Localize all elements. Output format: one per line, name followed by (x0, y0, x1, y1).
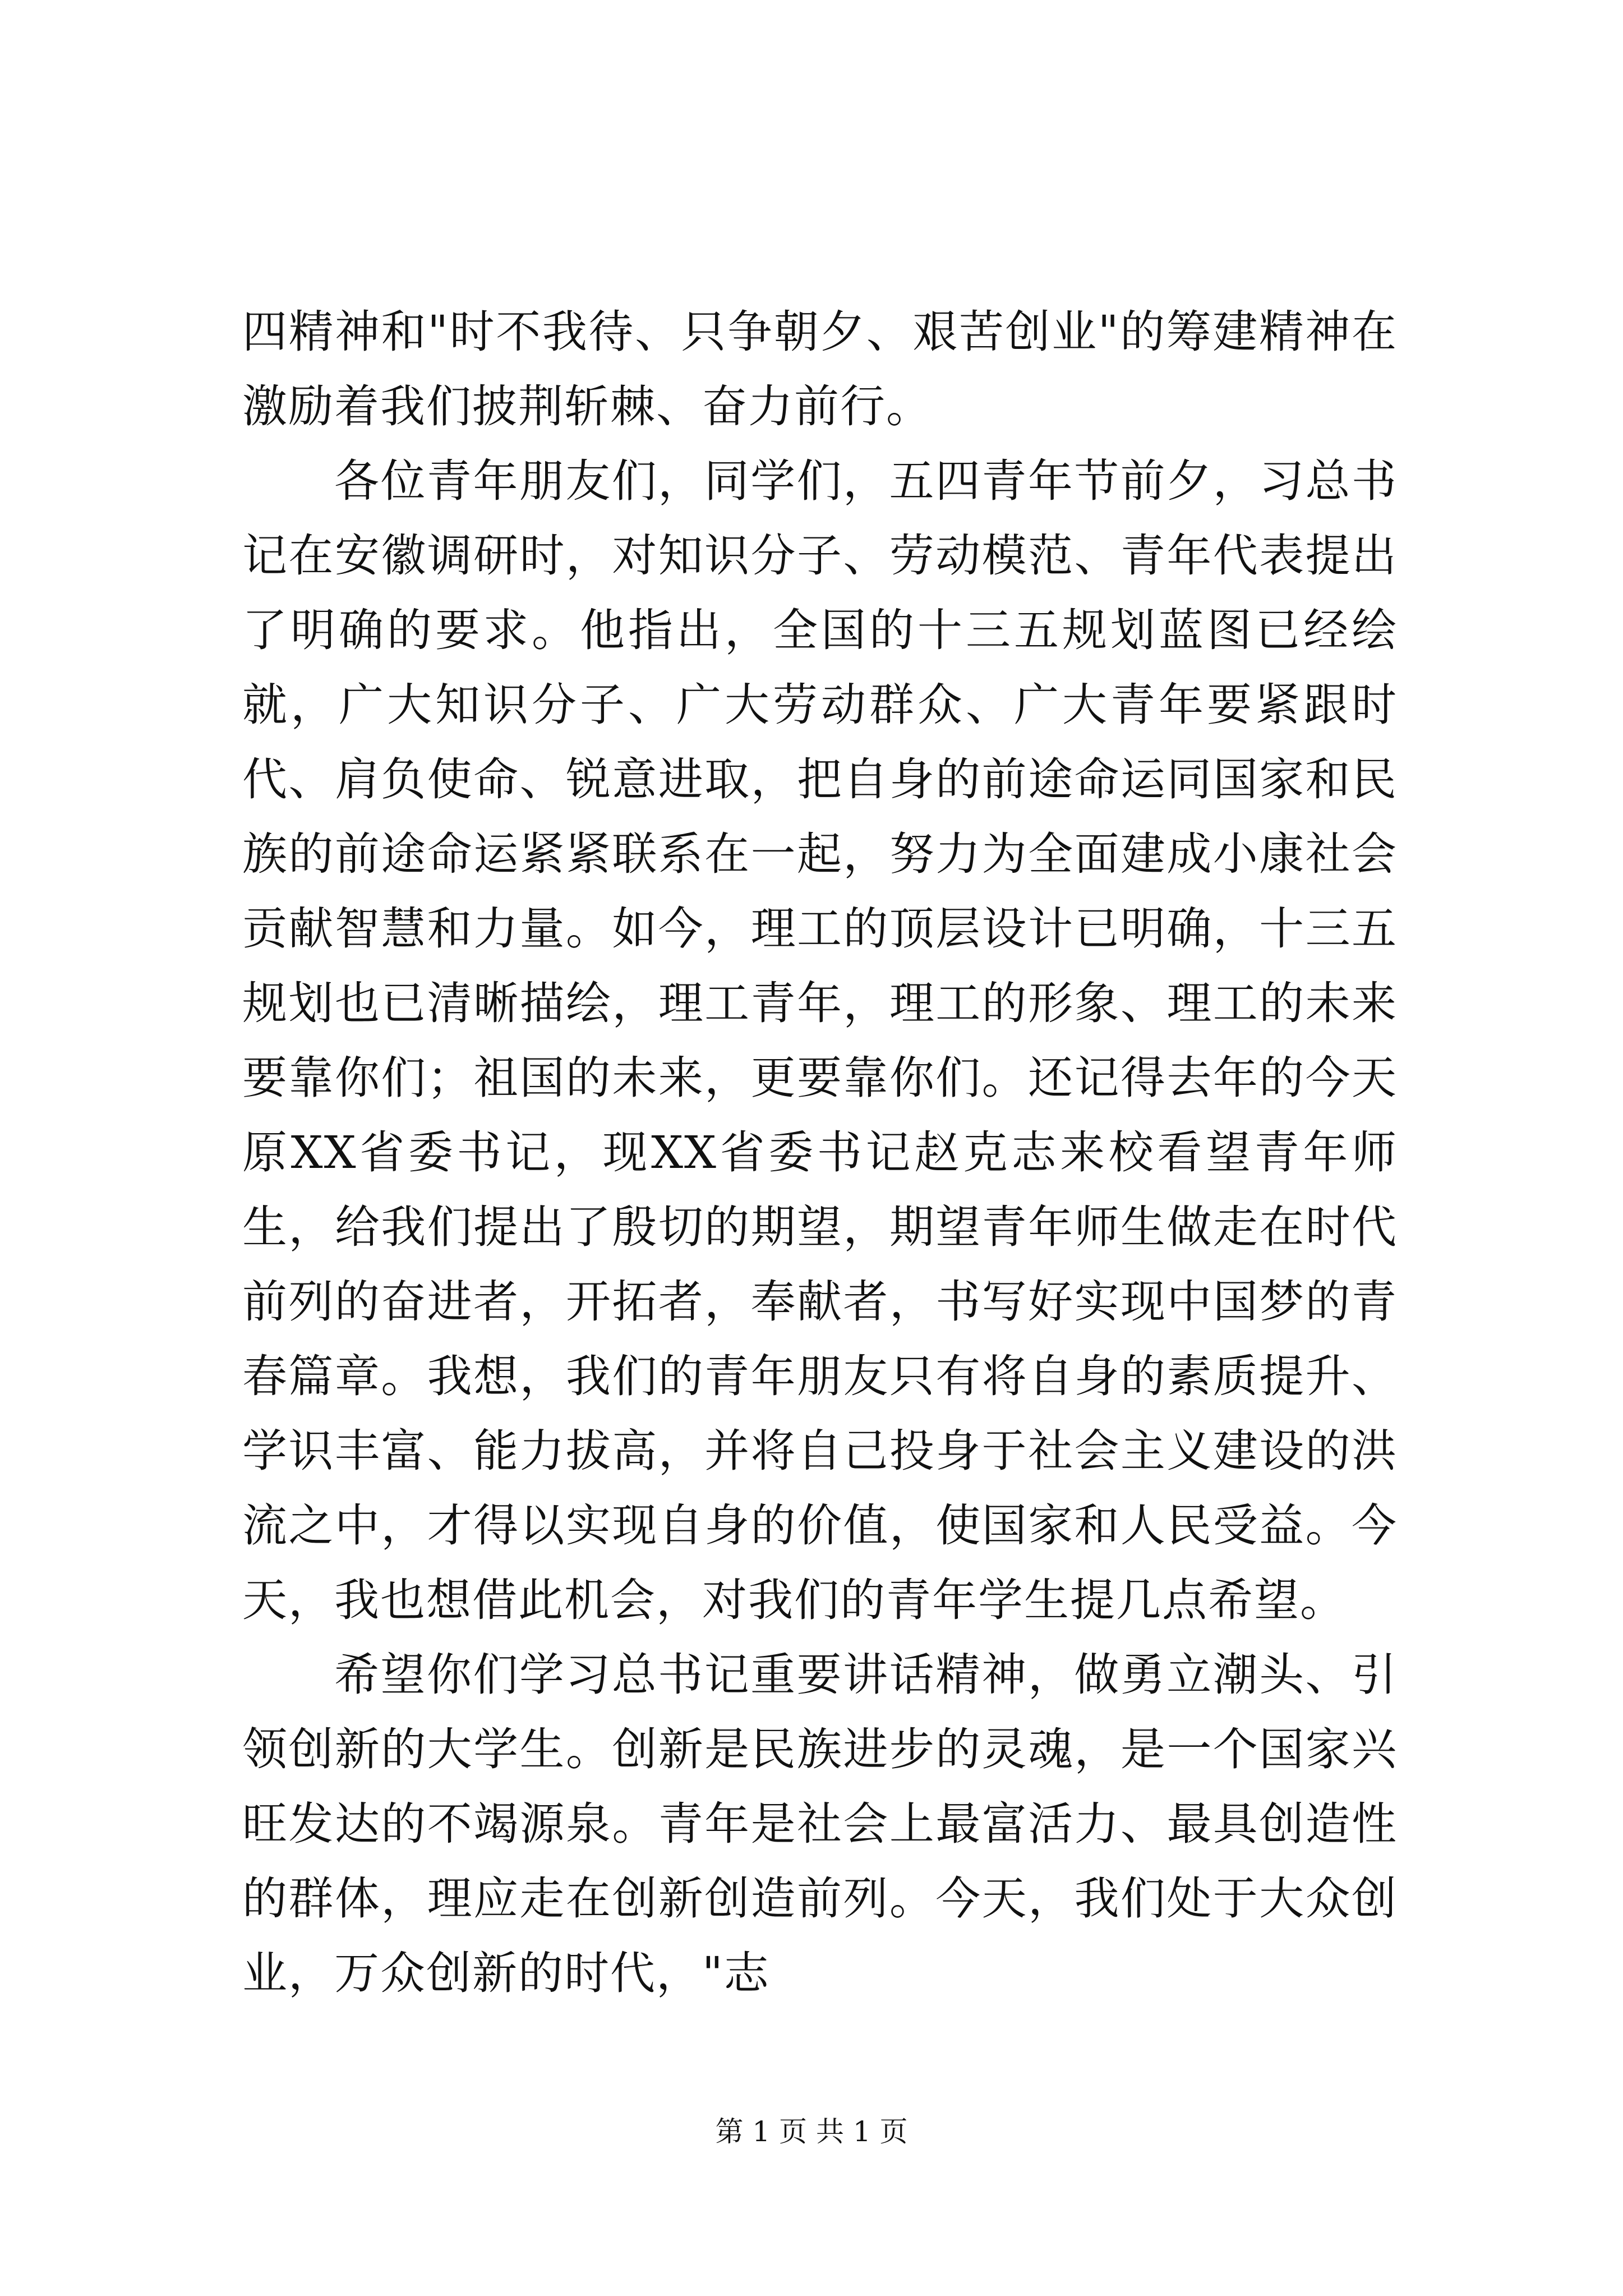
paragraph-2: 各位青年朋友们，同学们，五四青年节前夕，习总书记在安徽调研时，对知识分子、劳动模范、青年代表提出了明确的要求。他指出，全国的十三五规划蓝图已经绘就，广大知识分子、广大劳动群众、广大青年要紧跟时代、肩负使命、锐意进取，把自身的前途命运同国家和民族的前途命运紧紧联系在一起，努力为全面建成小康社会贡献智慧和力量。如今，理工的顶层设计已明确，十三五规划也已清晰描绘，理工青年，理工的形象、理工的未来要靠你们；祖国的未来，更要靠你们。还记得去年的今天原XX省委书记，现XX省委书记赵克志来校看望青年师生，给我们提出了殷切的期望，期望青年师生做走在时代前列的奋进者，开拓者，奉献者，书写好实现中国梦的青春篇章。我想，我们的青年朋友只有将自身的素质提升、学识丰富、能力拔高，并将自己投身于社会主义建设的洪流之中，才得以实现自身的价值，使国家和人民受益。今天，我也想借此机会，对我们的青年学生提几点希望。 (242, 455, 1398, 1626)
page-footer (0, 2109, 1623, 2150)
page-number-label: 第 1 页 共 1 页 (715, 2115, 908, 2148)
paragraph-3: 希望你们学习总书记重要讲话精神，做勇立潮头、引领创新的大学生。创新是民族进步的灵魂，是一个国家兴旺发达的不竭源泉。青年是社会上最富活力、最具创造性的群体，理应走在创新创造前列。今天，我们处于大众创业，万众创新的时代，"志 (242, 1649, 1398, 1999)
paragraph-1: 四精神和"时不我待、只争朝夕、艰苦创业"的筹建精神在激励着我们披荆斩棘、奋力前行。 (242, 306, 1398, 432)
document-body (242, 295, 1398, 2010)
